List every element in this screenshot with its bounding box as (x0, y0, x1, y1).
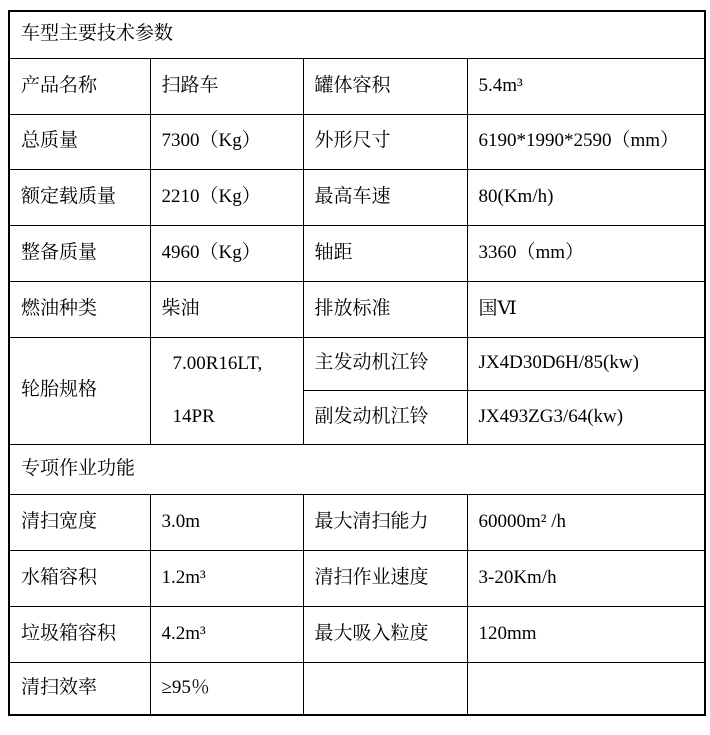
param-value: 3-20Km/h (467, 550, 705, 606)
param-label: 最大吸入粒度 (303, 606, 467, 662)
param-label: 整备质量 (9, 225, 150, 281)
param-label: 排放标准 (303, 281, 467, 337)
param-label: 外形尺寸 (303, 114, 467, 169)
param-value: 扫路车 (150, 58, 303, 114)
table-row (9, 225, 705, 281)
param-value: 60000m² /h (467, 494, 705, 550)
param-label: 主发动机江铃 (303, 337, 467, 391)
section2-title: 专项作业功能 (9, 444, 705, 494)
table-row (9, 606, 705, 662)
param-value: JX4D30D6H/85(kw) (467, 337, 705, 391)
param-value: 4960（Kg） (150, 225, 303, 281)
section1-title: 车型主要技术参数 (9, 11, 705, 58)
param-value: 国Ⅵ (467, 281, 705, 337)
param-label: 罐体容积 (303, 58, 467, 114)
table-row (9, 114, 705, 169)
param-value: ≥95％ (150, 662, 303, 715)
param-value: 6190*1990*2590（mm） (467, 114, 705, 169)
param-label: 最大清扫能力 (303, 494, 467, 550)
param-value-empty (467, 662, 705, 715)
param-label: 副发动机江铃 (303, 391, 467, 445)
vehicle-spec-table (8, 10, 706, 716)
param-value: 120mm (467, 606, 705, 662)
param-label: 清扫效率 (9, 662, 150, 715)
param-value: 柴油 (150, 281, 303, 337)
param-label: 产品名称 (9, 58, 150, 114)
table-row (9, 281, 705, 337)
table-row (9, 169, 705, 225)
tire-engine-row-1 (9, 337, 705, 391)
table-row (9, 58, 705, 114)
tire-spec-line1: 7.00R16LT, (172, 352, 263, 374)
param-value: 3.0m (150, 494, 303, 550)
tire-spec-line2: 14PR (172, 405, 215, 427)
param-label: 轴距 (303, 225, 467, 281)
section2-header-row (9, 444, 705, 494)
param-label-empty (303, 662, 467, 715)
param-label: 额定载质量 (9, 169, 150, 225)
section1-header-row (9, 11, 705, 58)
param-value: 4.2m³ (150, 606, 303, 662)
param-value: 3360（mm） (467, 225, 705, 281)
param-label: 水箱容积 (9, 550, 150, 606)
table-row (9, 494, 705, 550)
param-value: JX493ZG3/64(kw) (467, 391, 705, 445)
param-label: 清扫作业速度 (303, 550, 467, 606)
param-value: 80(Km/h) (467, 169, 705, 225)
param-label: 总质量 (9, 114, 150, 169)
param-value: 5.4m³ (467, 58, 705, 114)
table-row (9, 550, 705, 606)
param-label: 垃圾箱容积 (9, 606, 150, 662)
param-label: 轮胎规格 (9, 337, 150, 444)
param-label: 最高车速 (303, 169, 467, 225)
param-value: 2210（Kg） (150, 169, 303, 225)
table-row (9, 662, 705, 715)
param-value: 1.2m³ (150, 550, 303, 606)
param-label: 燃油种类 (9, 281, 150, 337)
param-label: 清扫宽度 (9, 494, 150, 550)
tire-spec-value (150, 337, 303, 444)
param-value: 7300（Kg） (150, 114, 303, 169)
